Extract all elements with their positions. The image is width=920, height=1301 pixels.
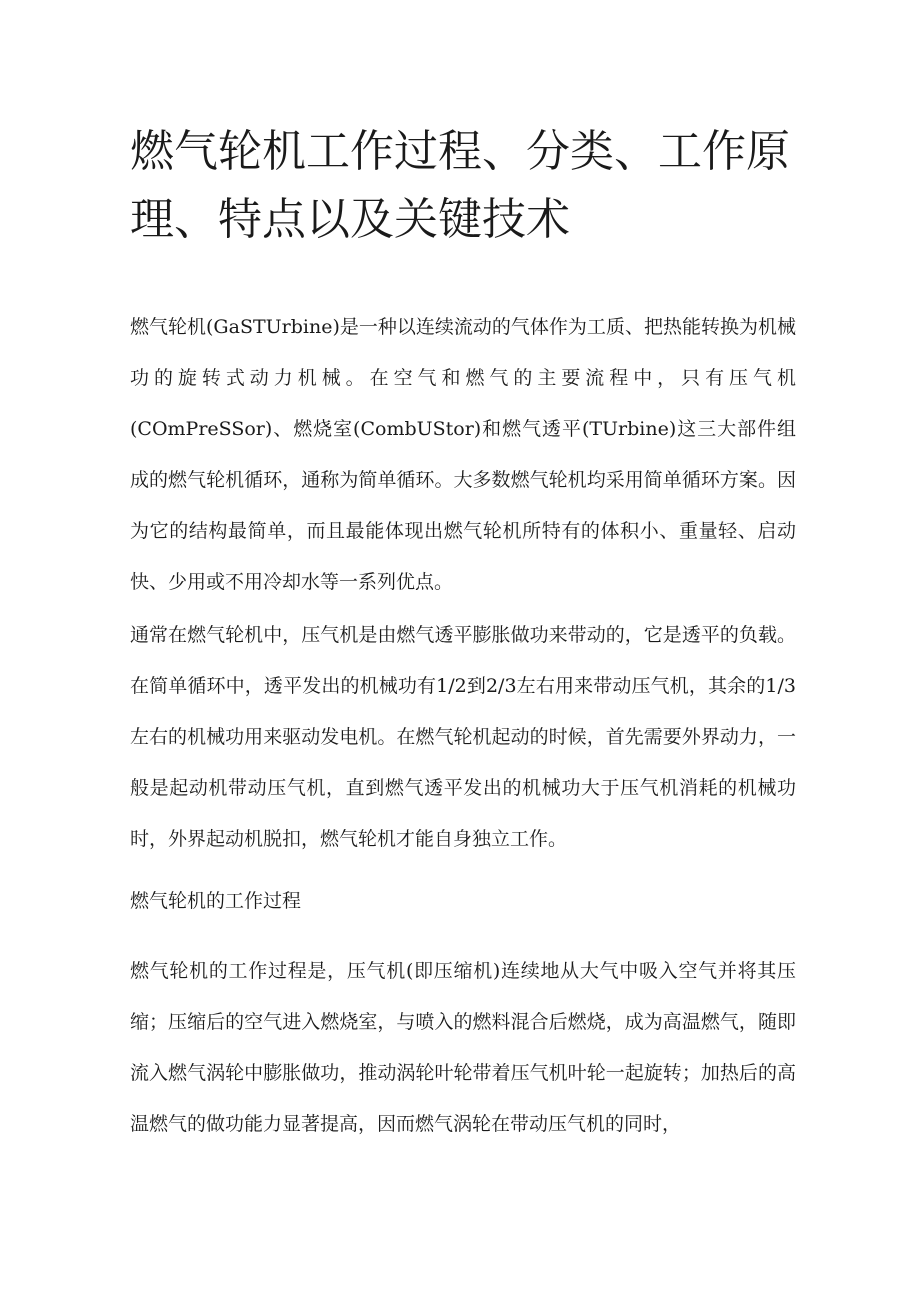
paragraph-intro: 燃气轮机(GaSTUrbine)是一种以连续流动的气体作为工质、把热能转换为机械功的旋转式动力机械。在空气和燃气的主要流程中，只有压气机(COmPreSSor)、燃烧室(CombUStor)和燃气透平(TUrbine)这三大部件组成的燃气轮机循环，通称为简单循环。大多数燃气轮机均采用简单循环方案。因为它的结构最简单，而且最能体现出燃气轮机所特有的体积小、重量轻、启动快、少用或不用冷却水等一系列优点。 — [130, 316, 796, 593]
paragraph-compressor-load: 通常在燃气轮机中，压气机是由燃气透平膨胀做功来带动的，它是透平的负载。在简单循环中，透平发出的机械功有1/2到2/3左右用来带动压气机，其余的1/3左右的机械功用来驱动发电机。在燃气轮机起动的时候，首先需要外界动力，一般是起动机带动压气机，直到燃气透平发出的机械功大于压气机消耗的机械功时，外界起动机脱扣，燃气轮机才能自身独立工作。 — [130, 624, 796, 850]
document-title: 燃气轮机工作过程、分类、工作原理、特点以及关键技术 — [130, 126, 790, 245]
section-heading: 燃气轮机的工作过程 — [130, 890, 302, 912]
paragraph-working-process: 燃气轮机的工作过程是，压气机(即压缩机)连续地从大气中吸入空气并将其压缩；压缩后的空气进入燃烧室，与喷入的燃料混合后燃烧，成为高温燃气，随即流入燃气涡轮中膨胀做功，推动涡轮叶轮带着压气机叶轮一起旋转；加热后的高温燃气的做功能力显著提高，因而燃气涡轮在带动压气机的同时， — [130, 960, 796, 1135]
